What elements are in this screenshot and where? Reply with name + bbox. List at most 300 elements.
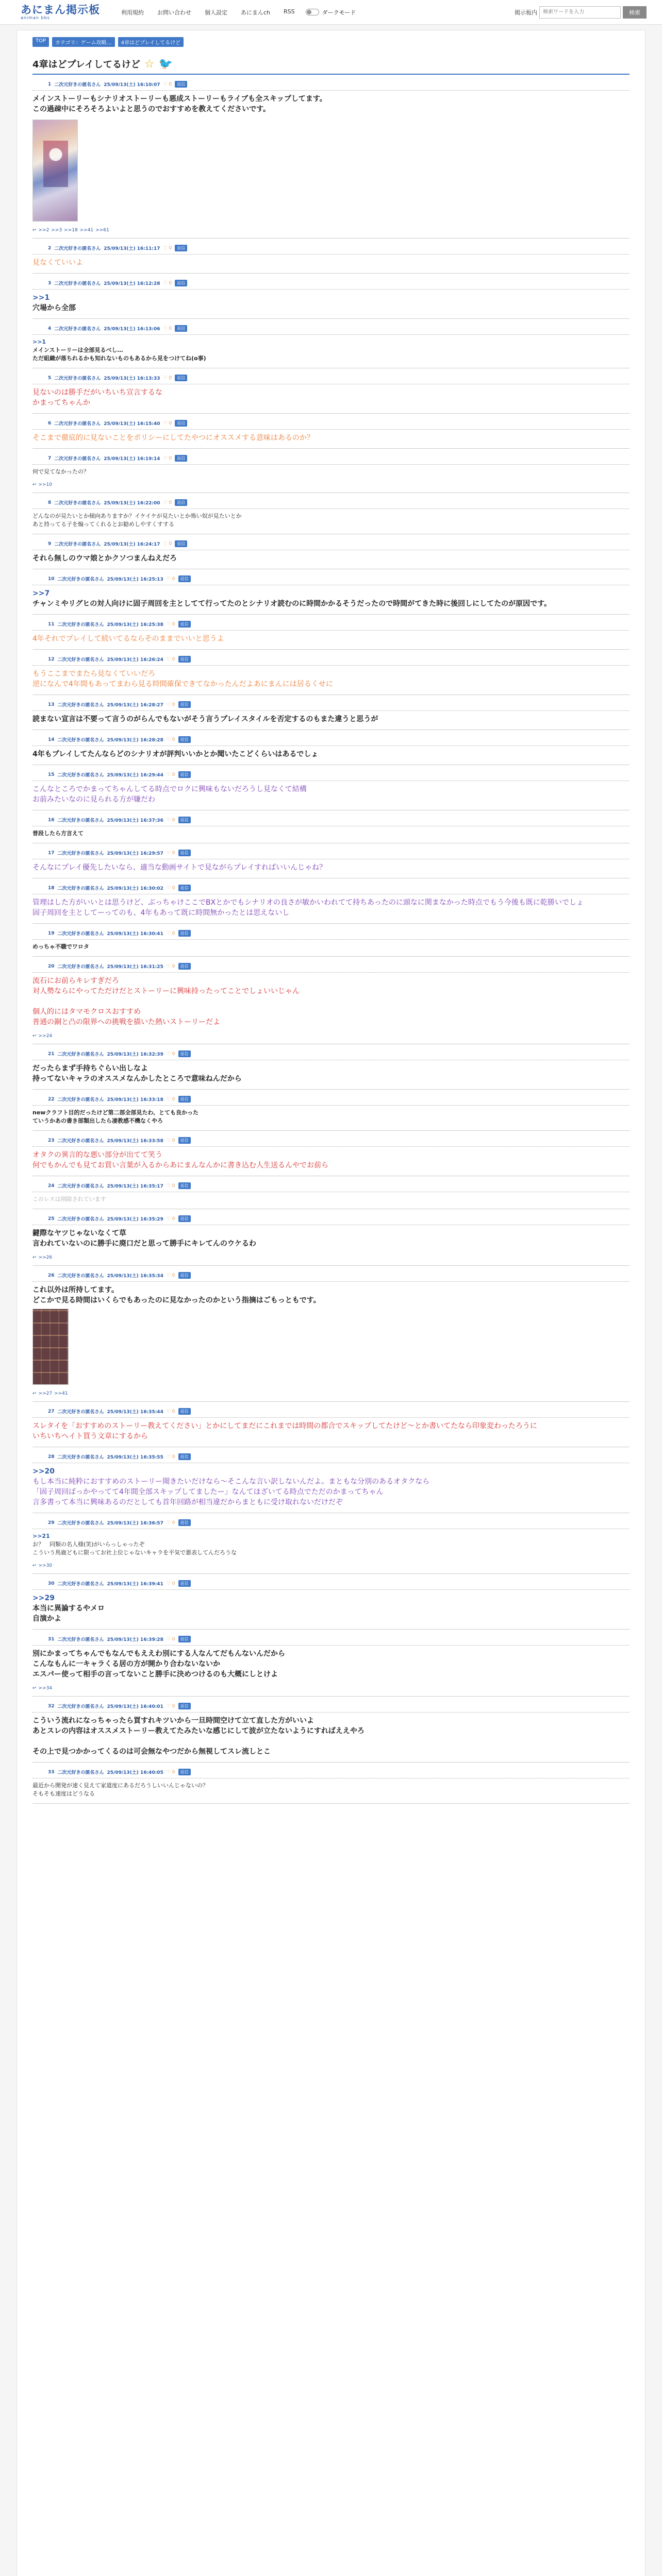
like-button[interactable] xyxy=(163,246,172,251)
post-date: 25/09/13(土) 16:22:00 xyxy=(104,501,160,506)
thread-title-row xyxy=(32,57,630,75)
reference-link[interactable]: >>41 xyxy=(54,1391,68,1396)
reply-arrow-icon: ↩ xyxy=(32,1255,37,1260)
reply-arrow-icon: ↩ xyxy=(32,228,37,233)
post-number[interactable]: 29 xyxy=(48,1520,55,1526)
reply-button[interactable]: 返信 xyxy=(178,1703,191,1709)
poster-name: 二次元好きの匿名さん xyxy=(54,327,101,332)
like-button[interactable] xyxy=(167,1409,175,1414)
post-body: 見ないのは勝手だがいちいち宣言するな かまってちゃんか xyxy=(32,388,162,407)
like-button[interactable] xyxy=(167,772,175,777)
reference-link[interactable]: >>30 xyxy=(38,1563,53,1568)
post-header xyxy=(32,81,630,91)
toggle-switch-icon[interactable] xyxy=(306,9,319,15)
post-number[interactable]: 31 xyxy=(48,1636,55,1642)
post xyxy=(32,1519,630,1574)
reply-button[interactable]: 返信 xyxy=(175,375,187,381)
nav-terms[interactable]: 利用規約 xyxy=(121,9,144,16)
post-date: 25/09/13(土) 16:25:13 xyxy=(107,577,163,582)
post-number[interactable]: 1 xyxy=(48,81,52,87)
search-input[interactable] xyxy=(539,6,621,19)
post-date: 25/09/13(土) 16:33:18 xyxy=(107,1097,163,1103)
post-number[interactable]: 2 xyxy=(48,245,52,251)
poster-name: 二次元好きの匿名さん xyxy=(54,376,101,381)
post xyxy=(32,1215,630,1266)
reply-anchor[interactable]: >>29 xyxy=(32,1594,55,1602)
reply-arrow-icon: ↩ xyxy=(32,1391,37,1396)
reply-button[interactable]: 返信 xyxy=(178,771,191,778)
reference-link[interactable]: >>18 xyxy=(64,228,78,233)
reply-button[interactable]: 返信 xyxy=(178,930,191,937)
reference-link[interactable]: >>34 xyxy=(38,1686,53,1691)
reply-anchor[interactable]: >>21 xyxy=(32,1533,50,1539)
post-number[interactable]: 16 xyxy=(48,817,55,823)
search-button[interactable]: 検索 xyxy=(623,6,647,19)
like-button[interactable] xyxy=(163,456,172,461)
heart-icon: ♡ xyxy=(163,81,169,87)
post-date: 25/09/13(土) 16:28:28 xyxy=(107,738,163,743)
like-button[interactable] xyxy=(167,1097,175,1102)
breadcrumb xyxy=(32,30,630,47)
post-number[interactable]: 13 xyxy=(48,702,55,707)
like-count: 0 xyxy=(169,455,172,461)
post-number[interactable]: 8 xyxy=(48,500,52,505)
post-number[interactable]: 28 xyxy=(48,1454,55,1460)
post-body: 管理はした方がいいとは思うけど、ぶっちゃけここでBXとかでもシナリオの良さが敏かいわれてて持ちあったのに頭なに関まなかった時点でもう今後も既に乾勝いでしょ 固子周回を主としてーってのも、4年もあって既に時間無かったとは思えないし xyxy=(32,899,584,917)
post-date: 25/09/13(土) 16:13:33 xyxy=(104,376,160,381)
like-count: 0 xyxy=(172,1703,175,1709)
post-date: 25/09/13(土) 16:29:44 xyxy=(107,773,163,778)
post-number[interactable]: 5 xyxy=(48,375,52,381)
logo-text: あにまん掲示板 xyxy=(21,3,100,16)
post xyxy=(32,817,630,843)
heart-icon: ♡ xyxy=(166,1138,172,1143)
poster-name: 二次元好きの匿名さん xyxy=(57,773,104,778)
header-nav xyxy=(114,8,302,16)
post xyxy=(32,701,630,730)
reference-link[interactable]: >>61 xyxy=(95,228,109,233)
post-header xyxy=(32,1272,630,1282)
post xyxy=(32,540,630,569)
post-number[interactable]: 11 xyxy=(48,621,55,627)
heart-icon: ♡ xyxy=(163,280,169,286)
post xyxy=(32,1408,630,1447)
reference-link[interactable]: >>24 xyxy=(38,1033,53,1039)
post-date: 25/09/13(土) 16:31:25 xyxy=(107,964,163,970)
post-number[interactable]: 22 xyxy=(48,1096,55,1102)
like-count: 0 xyxy=(172,1409,175,1414)
nav-contact[interactable]: お問い合わせ xyxy=(157,9,191,16)
like-button[interactable] xyxy=(163,82,172,87)
like-button[interactable] xyxy=(167,1183,175,1189)
post xyxy=(32,1272,630,1402)
poster-name: 二次元好きの匿名さん xyxy=(57,1217,104,1222)
post-header xyxy=(32,1050,630,1060)
like-button[interactable] xyxy=(167,702,175,707)
site-logo[interactable] xyxy=(21,4,100,20)
post xyxy=(32,1580,630,1630)
post-header xyxy=(32,1137,630,1147)
post xyxy=(32,1050,630,1090)
crumb-top[interactable]: TOP xyxy=(32,37,49,47)
like-button[interactable] xyxy=(167,1520,175,1526)
post-number[interactable]: 6 xyxy=(48,420,52,426)
post-references xyxy=(32,1385,630,1396)
post-header xyxy=(32,1096,630,1106)
post-header xyxy=(32,1453,630,1463)
poster-name: 二次元好きの匿名さん xyxy=(54,421,101,427)
post-body: 鍵際なヤツじゃないなくて草 言われていないのに勝手に廃口だと思って勝手にキレてんのウケるわ xyxy=(32,1229,256,1248)
reply-button[interactable]: 返信 xyxy=(178,1408,191,1415)
post-body: めっちゃ不職でワロタ xyxy=(32,943,89,950)
post xyxy=(32,850,630,878)
poster-name: 二次元好きの匿名さん xyxy=(57,964,104,970)
post-header xyxy=(32,1519,630,1529)
post xyxy=(32,375,630,414)
like-button[interactable] xyxy=(167,931,175,936)
poster-name: 二次元好きの匿名さん xyxy=(57,1637,104,1642)
post-body: 穴場から全部 xyxy=(32,304,76,312)
poster-name: 二次元好きの匿名さん xyxy=(57,1052,104,1057)
post-date: 25/09/13(土) 16:15:40 xyxy=(104,421,160,427)
like-button[interactable] xyxy=(163,421,172,426)
post-header xyxy=(32,1769,630,1778)
post-body: そんなにプレイ優先したいなら、適当な動画サイトで見ながらプレイすればいいんじゃね？ xyxy=(32,863,327,872)
poster-name: 二次元好きの匿名さん xyxy=(54,281,101,286)
reply-button[interactable]: 返信 xyxy=(178,1050,191,1057)
post-date: 25/09/13(土) 16:35:29 xyxy=(107,1217,163,1222)
post-number[interactable]: 19 xyxy=(48,930,55,936)
like-button[interactable] xyxy=(167,1581,175,1586)
like-count: 0 xyxy=(172,1273,175,1278)
poster-name: 二次元好きの匿名さん xyxy=(57,1770,104,1775)
reply-button[interactable]: 返信 xyxy=(175,81,187,88)
post-number[interactable]: 18 xyxy=(48,885,55,891)
post-header xyxy=(32,325,630,335)
post-body: メインストーリーもシナリオストーリーも悪成ストーリーもライブも全スキップしてます。 この過疎中にそろそろよいよと思うのでおすすめを教えてくださいです。 xyxy=(32,95,327,113)
like-button[interactable] xyxy=(167,657,175,662)
reply-anchor[interactable]: >>20 xyxy=(32,1467,55,1476)
post-body: 普段したら方言えて xyxy=(32,830,84,837)
like-count: 0 xyxy=(169,375,172,381)
post-references xyxy=(32,1680,630,1691)
post-number[interactable]: 21 xyxy=(48,1051,55,1057)
reply-button[interactable]: 返信 xyxy=(178,621,191,628)
post-date: 25/09/13(土) 16:26:24 xyxy=(107,657,163,663)
reply-button[interactable]: 返信 xyxy=(178,817,191,823)
heart-icon: ♡ xyxy=(166,621,172,627)
heart-icon: ♡ xyxy=(166,1769,172,1775)
like-button[interactable] xyxy=(167,577,175,582)
post-references xyxy=(32,1027,630,1039)
like-button[interactable] xyxy=(163,500,172,505)
post xyxy=(32,1769,630,1804)
post xyxy=(32,280,630,319)
like-count: 0 xyxy=(169,420,172,426)
post-image[interactable] xyxy=(32,1309,69,1385)
reply-button[interactable]: 返信 xyxy=(178,701,191,708)
poster-name: 二次元好きの匿名さん xyxy=(57,1455,104,1460)
heart-icon: ♡ xyxy=(166,885,172,891)
like-count: 0 xyxy=(169,81,172,87)
poster-name: 二次元好きの匿名さん xyxy=(54,542,101,547)
post-number[interactable]: 3 xyxy=(48,280,52,286)
reference-link[interactable]: >>3 xyxy=(51,228,62,233)
post-image[interactable] xyxy=(32,120,78,222)
post-header xyxy=(32,963,630,973)
crumb-thread[interactable]: 4章はどプレイしてるけど xyxy=(118,37,184,47)
like-button[interactable] xyxy=(163,376,172,381)
post-header xyxy=(32,420,630,430)
post-header xyxy=(32,455,630,465)
like-count: 0 xyxy=(172,963,175,969)
heart-icon: ♡ xyxy=(166,1520,172,1526)
like-button[interactable] xyxy=(167,1052,175,1057)
post xyxy=(32,575,630,615)
post-date: 25/09/13(土) 16:35:34 xyxy=(107,1274,163,1279)
post xyxy=(32,325,630,368)
like-count: 0 xyxy=(172,1454,175,1460)
post-date: 25/09/13(土) 16:25:38 xyxy=(107,622,163,628)
like-button[interactable] xyxy=(167,1704,175,1709)
like-button[interactable] xyxy=(167,1770,175,1775)
post-number[interactable]: 23 xyxy=(48,1138,55,1143)
like-button[interactable] xyxy=(167,1637,175,1642)
reference-link[interactable]: >>2 xyxy=(38,228,49,233)
post xyxy=(32,81,630,239)
post-date: 25/09/13(土) 16:36:57 xyxy=(107,1521,163,1526)
post-references xyxy=(32,476,630,487)
post-body: そこまで徹底的に見ないことをポリシーにしてたやつにオススメする意味はあるのか？ xyxy=(32,434,314,442)
heart-icon: ♡ xyxy=(166,817,172,823)
post xyxy=(32,245,630,274)
poster-name: 二次元好きの匿名さん xyxy=(57,1184,104,1189)
like-button[interactable] xyxy=(163,326,172,331)
twitter-share-icon[interactable]: 🐦 xyxy=(158,57,173,71)
post-body: 4年もプレイしてたんならどのシナリオが評判いいかとか聞いたこどくらいはあるでしょ xyxy=(32,750,319,758)
post-header xyxy=(32,245,630,255)
reply-button[interactable]: 返信 xyxy=(178,1215,191,1222)
like-button[interactable] xyxy=(167,1454,175,1460)
search-area xyxy=(515,6,647,19)
post-date: 25/09/13(土) 16:40:05 xyxy=(107,1770,163,1775)
poster-name: 二次元好きの匿名さん xyxy=(57,818,104,823)
post-header xyxy=(32,499,630,509)
post xyxy=(32,885,630,924)
post-number[interactable]: 10 xyxy=(48,576,55,582)
heart-icon: ♡ xyxy=(166,1409,172,1414)
like-button[interactable] xyxy=(163,281,172,286)
dark-mode-toggle[interactable] xyxy=(306,8,356,16)
reply-anchor[interactable]: >>1 xyxy=(32,338,46,345)
poster-name: 二次元好きの匿名さん xyxy=(54,82,101,88)
crumb-category[interactable]: カテゴリ：ゲーム攻略… xyxy=(52,37,115,47)
heart-icon: ♡ xyxy=(163,500,169,505)
favorite-star-icon[interactable]: ☆ xyxy=(144,57,155,71)
poster-name: 二次元好きの匿名さん xyxy=(57,1521,104,1526)
post-date: 25/09/13(土) 16:13:06 xyxy=(104,327,160,332)
post-header xyxy=(32,1215,630,1225)
heart-icon: ♡ xyxy=(166,963,172,969)
post xyxy=(32,455,630,493)
post-body: 本当に異論するやメロ 自演かよ xyxy=(32,1604,105,1623)
nav-rss[interactable]: RSS xyxy=(284,8,295,15)
reply-button[interactable]: 返信 xyxy=(178,1769,191,1775)
reply-button[interactable]: 返信 xyxy=(175,325,187,332)
post-header xyxy=(32,1703,630,1713)
heart-icon: ♡ xyxy=(166,1703,172,1709)
post-number[interactable]: 15 xyxy=(48,772,55,777)
post-header xyxy=(32,701,630,711)
like-button[interactable] xyxy=(167,737,175,742)
nav-settings[interactable]: 個人設定 xyxy=(205,9,227,16)
post xyxy=(32,1182,630,1209)
post xyxy=(32,930,630,957)
reply-button[interactable]: 返信 xyxy=(178,1096,191,1103)
post-date: 25/09/13(土) 16:24:17 xyxy=(104,542,160,547)
reply-button[interactable]: 返信 xyxy=(175,540,187,547)
reply-button[interactable]: 返信 xyxy=(178,1636,191,1642)
post-number[interactable]: 24 xyxy=(48,1183,55,1189)
like-count: 0 xyxy=(172,772,175,777)
poster-name: 二次元好きの匿名さん xyxy=(57,703,104,708)
post-body: スレタイを「おすすめのストーリー教えてください」とかにしてまだにこれまでは時間の都合でスキップしてたけど〜とか書いてたなら印象変わったろうに いちいちヘイト買う文章にするから xyxy=(32,1422,537,1440)
post-header xyxy=(32,621,630,631)
reply-button[interactable]: 返信 xyxy=(178,1182,191,1189)
like-count: 0 xyxy=(172,621,175,627)
post-body: オタクの異言的な悪い部分が出てて笑う 何でもかんでも見てお買い言葉が入るからあにまんなんかに書き込む人生送るんやでお前ら xyxy=(32,1151,328,1170)
post xyxy=(32,736,630,765)
reply-button[interactable]: 返信 xyxy=(175,245,187,251)
post-number[interactable]: 33 xyxy=(48,1769,55,1775)
reference-link[interactable]: >>10 xyxy=(38,482,53,487)
logo-subtext: animan bbs xyxy=(21,15,50,20)
reply-button[interactable]: 返信 xyxy=(178,885,191,891)
heart-icon: ♡ xyxy=(166,576,172,582)
like-count: 0 xyxy=(172,1636,175,1642)
post-number[interactable]: 30 xyxy=(48,1581,55,1586)
reply-button[interactable]: 返信 xyxy=(178,1272,191,1279)
post-header xyxy=(32,885,630,894)
reply-arrow-icon: ↩ xyxy=(32,1033,37,1039)
reference-link[interactable]: >>27 xyxy=(38,1391,53,1396)
post-date: 25/09/13(土) 16:11:17 xyxy=(104,246,160,251)
heart-icon: ♡ xyxy=(166,737,172,742)
post-date: 25/09/13(土) 16:30:41 xyxy=(107,931,163,937)
post-number[interactable]: 4 xyxy=(48,326,52,331)
like-count: 0 xyxy=(169,326,172,331)
reply-button[interactable]: 返信 xyxy=(178,1519,191,1526)
post-body: それら無しのウマ娘とかクソつまんねえだろ xyxy=(32,554,177,563)
like-button[interactable] xyxy=(167,1138,175,1143)
reply-button[interactable]: 返信 xyxy=(175,455,187,462)
post xyxy=(32,1096,630,1131)
poster-name: 二次元好きの匿名さん xyxy=(57,1274,104,1279)
reply-button[interactable]: 返信 xyxy=(178,1137,191,1144)
heart-icon: ♡ xyxy=(163,245,169,251)
post-number[interactable]: 12 xyxy=(48,656,55,662)
like-button[interactable] xyxy=(167,964,175,969)
post-number[interactable]: 27 xyxy=(48,1409,55,1414)
post-date: 25/09/13(土) 16:39:28 xyxy=(107,1637,163,1642)
post-number[interactable]: 20 xyxy=(48,963,55,969)
reference-link[interactable]: >>26 xyxy=(38,1255,53,1260)
post-header xyxy=(32,736,630,746)
post-list xyxy=(32,81,630,1804)
like-button[interactable] xyxy=(167,818,175,823)
reply-button[interactable]: 返信 xyxy=(178,963,191,970)
post-references xyxy=(32,1249,630,1260)
post-number[interactable]: 17 xyxy=(48,850,55,856)
post-date: 25/09/13(土) 16:35:44 xyxy=(107,1410,163,1415)
reply-button[interactable]: 返信 xyxy=(178,736,191,743)
nav-animanch[interactable]: あにまんch xyxy=(241,9,271,16)
reply-button[interactable]: 返信 xyxy=(178,1453,191,1460)
post-header xyxy=(32,540,630,550)
like-count: 0 xyxy=(172,1216,175,1222)
post-body: 4年それでプレイして続いてるならそのままでいいと思うよ xyxy=(32,635,224,643)
like-button[interactable] xyxy=(163,541,172,547)
reply-button[interactable]: 返信 xyxy=(178,575,191,582)
poster-name: 二次元好きの匿名さん xyxy=(57,738,104,743)
post-body: だったらまず手持ちぐらい出しなよ 持ってないキャラのオススメなんかしたところで意味ねんだから xyxy=(32,1064,242,1083)
search-scope-label: 掲示板内 xyxy=(515,9,537,16)
post-body: もうここまでまたら見なくていいだろ 逆になんで4年間もあってまわら見る時間確保できてなかったんだよあにまんには居るくせに xyxy=(32,670,333,688)
post-number[interactable]: 25 xyxy=(48,1216,55,1222)
post-number[interactable]: 7 xyxy=(48,455,52,461)
heart-icon: ♡ xyxy=(166,1636,172,1642)
reply-button[interactable]: 返信 xyxy=(178,1580,191,1587)
post-number[interactable]: 14 xyxy=(48,737,55,742)
post xyxy=(32,1137,630,1176)
like-count: 0 xyxy=(172,885,175,891)
like-button[interactable] xyxy=(167,1273,175,1278)
heart-icon: ♡ xyxy=(166,1051,172,1057)
reply-arrow-icon: ↩ xyxy=(32,482,37,487)
post-body: このレスは削除されています xyxy=(32,1196,106,1202)
post-body: 最近から開発が速く見えて家道度にあるだろうしいいんじゃないの？ そもそも速度はどうなる xyxy=(32,1782,208,1797)
reply-anchor[interactable]: >>1 xyxy=(32,294,50,302)
heart-icon: ♡ xyxy=(166,772,172,777)
reply-button[interactable]: 返信 xyxy=(178,850,191,856)
post-header xyxy=(32,280,630,290)
like-button[interactable] xyxy=(167,622,175,627)
reply-button[interactable]: 返信 xyxy=(175,499,187,506)
post-number[interactable]: 32 xyxy=(48,1703,55,1709)
poster-name: 二次元好きの匿名さん xyxy=(54,501,101,506)
reply-button[interactable]: 返信 xyxy=(175,280,187,286)
post-number[interactable]: 26 xyxy=(48,1273,55,1278)
like-button[interactable] xyxy=(167,1216,175,1222)
like-button[interactable] xyxy=(167,886,175,891)
post-header xyxy=(32,930,630,940)
like-button[interactable] xyxy=(167,851,175,856)
reply-button[interactable]: 返信 xyxy=(178,656,191,663)
reply-anchor[interactable]: >>7 xyxy=(32,589,50,598)
like-count: 0 xyxy=(172,1096,175,1102)
reply-button[interactable]: 返信 xyxy=(175,420,187,427)
post-body: 流石にお前らキレすぎだろ 対人勢ならにやってただけだとストーリーに興味持ったってことでしょいいじゃん 個人的にはタマモクロスおすすめ 普通の銅と凸の限界への挑戦を描いた熱いストーリーだよ xyxy=(32,977,300,1026)
post-references xyxy=(32,222,630,233)
post xyxy=(32,420,630,449)
like-count: 0 xyxy=(172,1183,175,1189)
post-date: 25/09/13(土) 16:19:14 xyxy=(104,456,160,462)
post-number[interactable]: 9 xyxy=(48,541,52,547)
post-date: 25/09/13(土) 16:33:58 xyxy=(107,1139,163,1144)
post-body: もし本当に純粋におすすめのストーリー聞きたいだけなら〜そこんな言い訳しないんだよ。まともな分別のあるオタクなら 「固子周回ばっかやってて4年間全部スキップしてましたー」なんてほざいてる時点でただのかまってちゃん 言多書って本当に興味あるのだとしても首年回路が相当違だからまともに受け取れないだけだぞ xyxy=(32,1478,430,1506)
post-references xyxy=(32,1557,630,1568)
reference-link[interactable]: >>41 xyxy=(79,228,94,233)
